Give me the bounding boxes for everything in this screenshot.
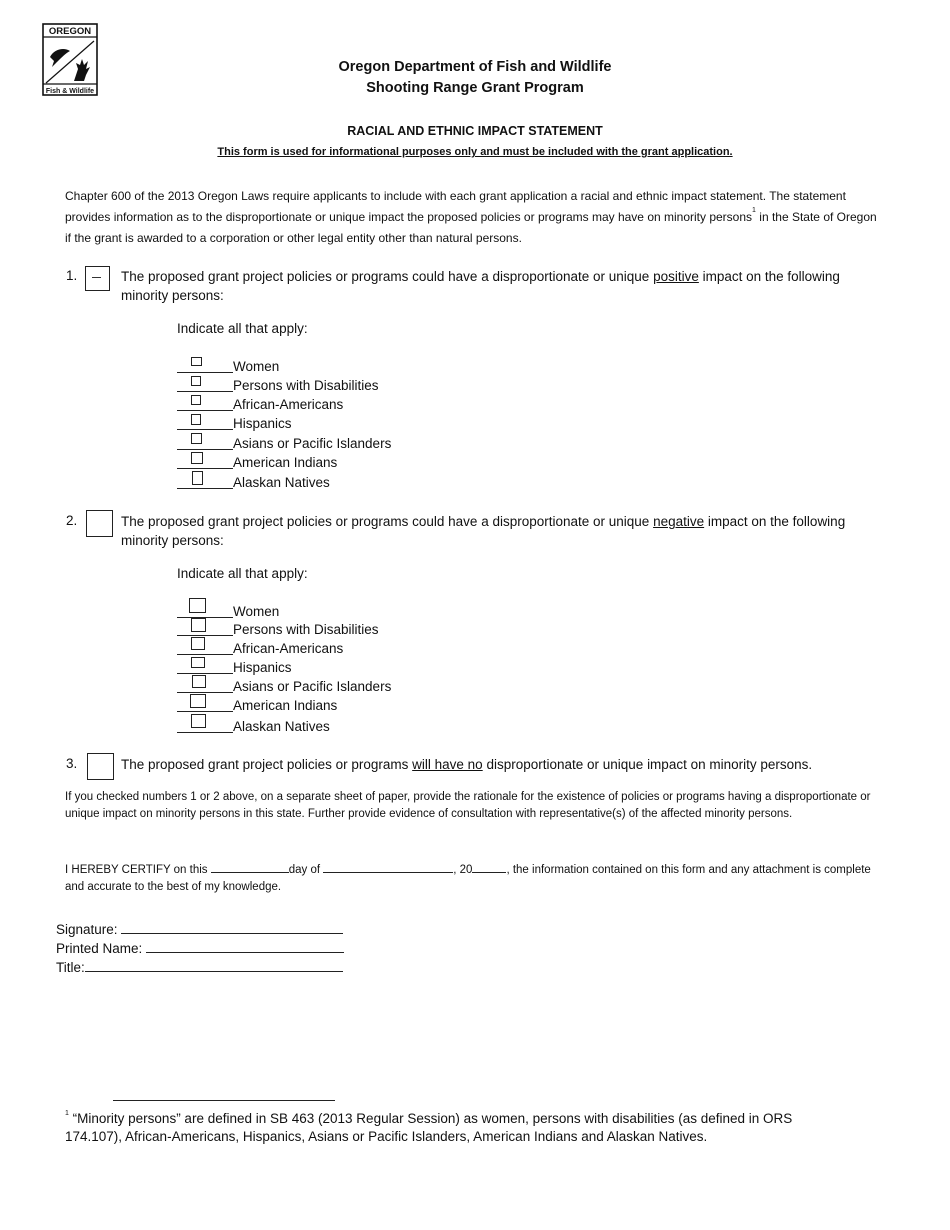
program-name: Shooting Range Grant Program — [366, 80, 584, 96]
form-title: RACIAL AND ETHNIC IMPACT STATEMENT — [347, 124, 603, 138]
intro-text-end: in the State of Oregon if the grant is awarded to a corporation or other legal entity other than natural persons. — [65, 210, 877, 245]
footnote-number: 1 — [65, 1110, 69, 1117]
certify-text: I HEREBY CERTIFY on this — [65, 864, 211, 876]
q3-emphasis: will have no — [412, 757, 483, 772]
q1-indicate: Indicate all that apply: — [177, 321, 308, 336]
title-row — [56, 958, 343, 977]
year-blank[interactable] — [472, 861, 506, 873]
q1-option-label: Women — [233, 359, 280, 374]
q2-option-label: African-Americans — [233, 641, 344, 656]
q2-option-checkbox[interactable] — [189, 598, 206, 613]
title-label: Title: — [56, 960, 85, 975]
certify-paragraph — [65, 861, 885, 896]
printed-name-field[interactable] — [146, 940, 344, 953]
q1-option-checkbox[interactable] — [191, 414, 201, 425]
q1-option-label: African-Americans — [233, 397, 344, 412]
footnote-text: “Minority persons” are defined in SB 463 (2013 Regular Session) as women, persons with disabilities (as defined in ORS 174.107), African-Americans, Hispanics, Asians or Pacific Islanders, American Indians and Alaskan Natives. — [65, 1111, 793, 1144]
footnote — [65, 1110, 845, 1146]
month-blank[interactable] — [323, 861, 453, 873]
q2-option-label: American Indians — [233, 698, 338, 713]
footnote-divider — [113, 1100, 335, 1101]
org-name: Oregon Department of Fish and Wildlife — [338, 59, 612, 75]
q3-text-after: disproportionate or unique impact on minority persons. — [482, 757, 813, 772]
q2-option-checkbox[interactable] — [192, 675, 206, 688]
certify-text: day of — [288, 864, 324, 876]
q2-option-label: Women — [233, 604, 280, 619]
q2-text-after: impact on the following minority persons: — [121, 514, 846, 548]
rationale-paragraph: If you checked numbers 1 or 2 above, on a separate sheet of paper, provide the rationale for the existence of policies or programs having a disproportionate or unique impact on minority persons in this state. Further provide evidence of consultation with representative(s) of the affected minority persons. — [65, 791, 871, 820]
q2-option-checkbox[interactable] — [191, 714, 206, 728]
q1-option-checkbox[interactable] — [191, 452, 203, 464]
q2-indicate: Indicate all that apply: — [177, 566, 308, 581]
q1-option-label: Alaskan Natives — [233, 475, 330, 490]
q2-text — [121, 512, 861, 550]
q1-option-label: Asians or Pacific Islanders — [233, 436, 392, 451]
certify-text: , the information contained on this form and any attachment is complete and accurate to the best of my knowledge. — [65, 864, 871, 893]
q1-option-label: Hispanics — [233, 416, 292, 431]
q3-number: 3. — [66, 756, 78, 771]
footnote-ref: 1 — [752, 207, 756, 214]
q2-number: 2. — [66, 513, 78, 528]
q2-option-label: Alaskan Natives — [233, 719, 330, 734]
q1-text-after: impact on the following minority persons: — [121, 269, 840, 303]
q2-option-checkbox[interactable] — [190, 694, 206, 708]
q2-option-label: Asians or Pacific Islanders — [233, 679, 392, 694]
q1-checkbox[interactable] — [85, 266, 110, 291]
q2-option-checkbox[interactable] — [191, 618, 206, 632]
q1-emphasis: positive — [653, 269, 699, 284]
q2-emphasis: negative — [653, 514, 705, 529]
q3-text-before: The proposed grant project policies or programs — [121, 757, 413, 772]
header-block — [0, 57, 950, 99]
q1-text — [121, 267, 861, 305]
title-field[interactable] — [85, 959, 343, 972]
form-subtitle: This form is used for informational purposes only and must be included with the grant application. — [217, 146, 733, 158]
intro-text: Chapter 600 of the 2013 Oregon Laws require applicants to include with each grant application a racial and ethnic impact statement. The statement provides information as to the disproportionate or unique impact the proposed policies or programs may have on minority persons — [65, 189, 846, 224]
certify-text: , 20 — [453, 864, 473, 876]
signature-field[interactable] — [121, 921, 343, 934]
q1-option-label: Persons with Disabilities — [233, 378, 379, 393]
q1-option-checkbox[interactable] — [191, 376, 201, 386]
q1-option-checkbox[interactable] — [192, 471, 203, 485]
day-blank[interactable] — [211, 861, 289, 873]
q3-text — [121, 755, 901, 774]
q1-option-checkbox[interactable] — [191, 433, 202, 444]
q2-option-checkbox[interactable] — [191, 637, 205, 650]
logo-bottom-text: Fish & Wildlife — [45, 88, 95, 95]
q2-option-label: Hispanics — [233, 660, 292, 675]
signature-row — [56, 920, 343, 939]
q2-option-checkbox[interactable] — [191, 657, 205, 668]
printed-name-row — [56, 939, 344, 958]
logo-top-text: OREGON — [48, 26, 92, 37]
q3-checkbox[interactable] — [87, 753, 114, 780]
q2-text-before: The proposed grant project policies or programs could have a disproportionate or unique — [121, 514, 654, 529]
printed-name-label: Printed Name: — [56, 941, 147, 956]
intro-paragraph — [65, 186, 885, 249]
q1-option-label: American Indians — [233, 455, 338, 470]
signature-label: Signature: — [56, 922, 122, 937]
q1-text-before: The proposed grant project policies or programs could have a disproportionate or unique — [121, 269, 654, 284]
q2-option-label: Persons with Disabilities — [233, 622, 379, 637]
q1-number: 1. — [66, 268, 78, 283]
q2-checkbox[interactable] — [86, 510, 113, 537]
q1-option-checkbox[interactable] — [191, 357, 202, 366]
q1-option-checkbox[interactable] — [191, 395, 201, 405]
